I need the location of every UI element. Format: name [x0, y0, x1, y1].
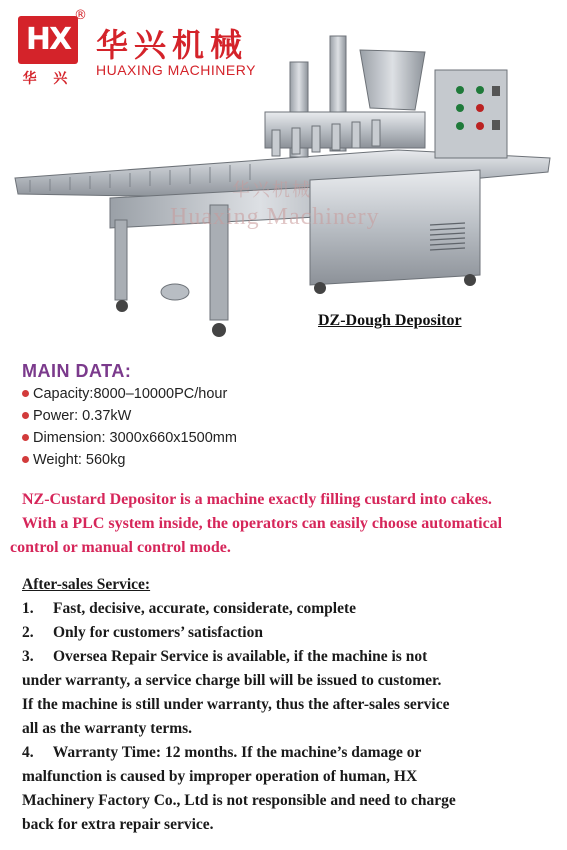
after-sales-line: under warranty, a service charge bill will be issued to customer. [22, 672, 442, 689]
after-sales-line: 1. Fast, decisive, accurate, considerate, complete [22, 600, 357, 617]
bullet-icon [22, 456, 29, 463]
after-sales-line: 2. Only for customers’ satisfaction [22, 624, 263, 641]
brand-name-english: HUAXING MACHINERY [96, 62, 256, 78]
spec-text: Capacity:8000–10000PC/hour [33, 386, 228, 402]
after-sales-line: back for extra repair service. [22, 816, 214, 833]
description-line: NZ-Custard Depositor is a machine exactly filling custard into cakes. [22, 491, 492, 508]
after-sales-line: all as the warranty terms. [22, 720, 193, 737]
after-sales-line: If the machine is still under warranty, thus the after-sales service [22, 696, 450, 713]
after-sales-title: After-sales Service: [22, 576, 151, 593]
watermark-chinese: 华兴机械 [232, 180, 312, 201]
spec-item [22, 386, 227, 402]
after-sales-line: 3. Oversea Repair Service is available, if the machine is not [22, 648, 428, 665]
description-line: With a PLC system inside, the operators can easily choose automatical [22, 515, 503, 532]
logo-mark: HX [18, 16, 78, 64]
spec-item [22, 452, 125, 468]
registered-mark: ® [74, 8, 87, 23]
bullet-icon [22, 412, 29, 419]
spec-item [22, 430, 237, 446]
spec-text: Weight: 560kg [33, 452, 126, 468]
spec-item [22, 408, 131, 424]
logo-subtitle: 华 兴 [22, 71, 74, 87]
bullet-icon [22, 390, 29, 397]
after-sales-line: 4. Warranty Time: 12 months. If the machine’s damage or [22, 744, 422, 761]
spec-text: Dimension: 3000x660x1500mm [33, 430, 237, 446]
watermark-english: Huaxing Machinery [170, 204, 380, 230]
spec-text: Power: 0.37kW [33, 408, 132, 424]
main-data-title: MAIN DATA: [22, 361, 132, 381]
description-line: control or manual control mode. [10, 539, 231, 556]
brand-name-chinese: 华兴机械 [96, 26, 249, 64]
after-sales-line: malfunction is caused by improper operation of human, HX [22, 768, 418, 785]
product-caption: DZ-Dough Depositor [318, 312, 462, 329]
after-sales-line: Machinery Factory Co., Ltd is not responsible and need to charge [22, 792, 456, 809]
bullet-icon [22, 434, 29, 441]
